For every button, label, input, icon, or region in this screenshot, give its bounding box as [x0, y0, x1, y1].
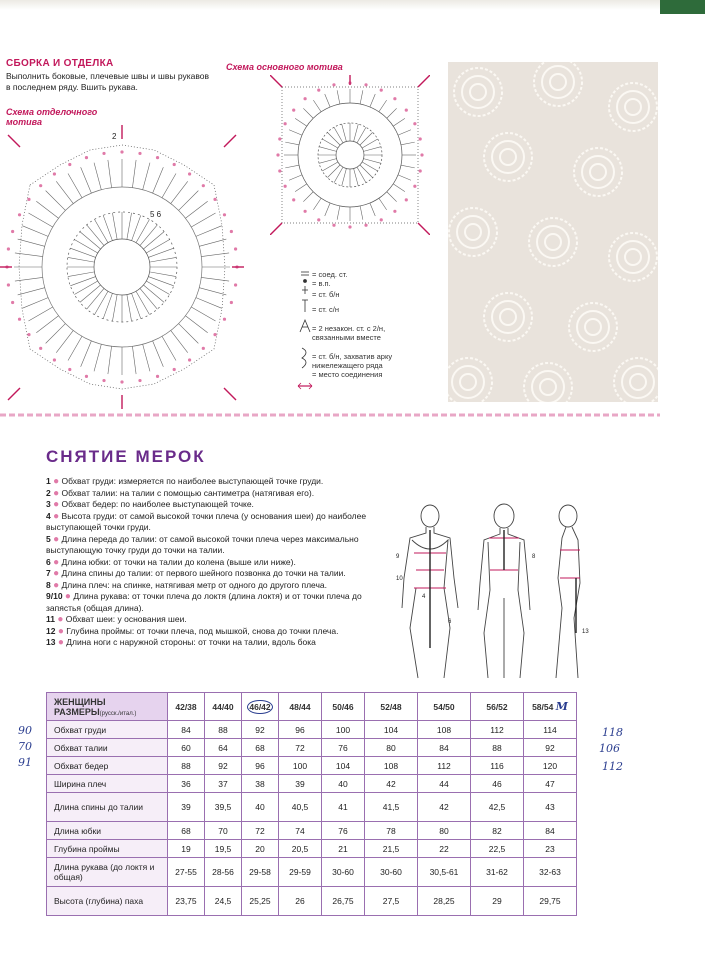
table-row	[47, 887, 577, 916]
finishing-motif-diagram	[0, 125, 245, 410]
figure-label: 6	[448, 619, 452, 625]
table-cell: 23,75	[168, 887, 205, 916]
table-cell: 22,5	[471, 840, 524, 858]
main-motif-diagram	[270, 75, 430, 235]
table-cell: 44	[418, 775, 471, 793]
table-cell: 72	[242, 822, 279, 840]
table-cell: 20	[242, 840, 279, 858]
table-row	[47, 739, 577, 757]
svg-text:2: 2	[112, 132, 117, 141]
table-cell: 114	[524, 721, 577, 739]
page-top-edge	[0, 0, 705, 10]
table-cell: 96	[279, 721, 322, 739]
table-cell: 29,75	[524, 887, 577, 916]
table-cell: 84	[168, 721, 205, 739]
legend-item: = 2 незакон. ст. с 2/н,	[312, 324, 386, 333]
table-cell: 27-55	[168, 858, 205, 887]
table-cell: 104	[322, 757, 365, 775]
table-row	[47, 858, 577, 887]
table-cell: 72	[279, 739, 322, 757]
row-label: Обхват бедер	[47, 757, 168, 775]
table-cell: 26	[279, 887, 322, 916]
row-label: Высота (глубина) паха	[47, 887, 168, 916]
table-cell: 46	[471, 775, 524, 793]
table-cell: 42	[418, 793, 471, 822]
table-cell: 19,5	[205, 840, 242, 858]
row-label: Длина юбки	[47, 822, 168, 840]
table-cell: 29	[471, 887, 524, 916]
table-cell: 108	[418, 721, 471, 739]
measurements-title: СНЯТИЕ МЕРОК	[46, 447, 206, 466]
row-label: Обхват талии	[47, 739, 168, 757]
list-item: 11 ● Обхват шеи: у основания шеи.	[46, 614, 187, 625]
legend-symbols	[296, 270, 314, 392]
table-cell: 84	[418, 739, 471, 757]
table-cell: 20,5	[279, 840, 322, 858]
table-cell: 28-56	[205, 858, 242, 887]
table-row	[47, 721, 577, 739]
table-header-row	[47, 693, 577, 721]
figure-label: 10	[396, 576, 403, 582]
table-cell: 80	[418, 822, 471, 840]
table-cell: 43	[524, 793, 577, 822]
handwritten-note-right: 118	[602, 726, 623, 739]
table-cell: 39,5	[205, 793, 242, 822]
lace-photo	[448, 62, 658, 402]
table-cell: 76	[322, 822, 365, 840]
table-cell: 68	[168, 822, 205, 840]
table-row	[47, 793, 577, 822]
size-column-header: 50/46	[322, 693, 365, 721]
lace-pattern-image	[448, 62, 658, 402]
table-cell: 26,75	[322, 887, 365, 916]
table-cell: 47	[524, 775, 577, 793]
table-row	[47, 840, 577, 858]
list-item: 7 ● Длина спины до талии: от первого шейного позвонка до точки на талии.	[46, 568, 346, 579]
stitch-legend	[292, 270, 442, 379]
legend-item: нижележащего ряда	[312, 361, 383, 370]
handwritten-note-right: 112	[602, 760, 623, 773]
assembly-title: СБОРКА И ОТДЕЛКА	[6, 58, 114, 69]
list-item: 8 ● Длина плеч: на спинке, натягивая метр от одного до другого плеча.	[46, 579, 328, 591]
figure-label: 8	[532, 554, 536, 560]
size-column-header: 54/50	[418, 693, 471, 721]
handwritten-note-left: 70	[18, 740, 32, 753]
legend-item: = в.п.	[312, 279, 331, 288]
main-motif-caption: Схема основного мотива	[226, 62, 343, 72]
table-cell: 36	[168, 775, 205, 793]
list-item: 9/10 ● Длина рукава: от точки плеча до локтя (длина локтя) и от точки плеча до запястья (общая длина).	[46, 591, 362, 613]
table-cell: 108	[365, 757, 418, 775]
handwritten-note-left: 91	[18, 756, 32, 769]
table-cell: 24,5	[205, 887, 242, 916]
legend-item: = ст. с/н	[312, 305, 339, 314]
figure-label: 13	[582, 629, 589, 635]
section-divider	[0, 412, 660, 418]
size-column-header: 52/48	[365, 693, 418, 721]
table-row	[47, 775, 577, 793]
table-cell: 30-60	[365, 858, 418, 887]
table-cell: 40	[322, 775, 365, 793]
svg-text:5 6: 5 6	[150, 210, 162, 219]
size-column-header: 56/52	[471, 693, 524, 721]
table-cell: 82	[471, 822, 524, 840]
page-corner-tab	[660, 0, 705, 14]
table-cell: 39	[279, 775, 322, 793]
size-column-header: 46/42	[242, 693, 279, 721]
table-cell: 112	[471, 721, 524, 739]
list-item: 2 ● Обхват талии: на талии с помощью сантиметра (натягивая его).	[46, 487, 315, 499]
table-cell: 88	[471, 739, 524, 757]
row-label: Ширина плеч	[47, 775, 168, 793]
size-column-header: 42/38	[168, 693, 205, 721]
table-cell: 41	[322, 793, 365, 822]
legend-item: связанными вместе	[312, 333, 381, 342]
table-cell: 100	[279, 757, 322, 775]
list-item: 6 ● Длина юбки: от точки на талии до колена (выше или ниже).	[46, 556, 296, 568]
size-column-header: 48/44	[279, 693, 322, 721]
table-cell: 37	[205, 775, 242, 793]
assembly-text: Выполнить боковые, плечевые швы и швы рукавов в последнем ряду. Вшить рукава.	[6, 71, 209, 92]
table-cell: 38	[242, 775, 279, 793]
table-cell: 74	[279, 822, 322, 840]
size-column-header: 58/54 М	[524, 693, 577, 721]
table-cell: 42,5	[471, 793, 524, 822]
table-cell: 120	[524, 757, 577, 775]
table-cell: 60	[168, 739, 205, 757]
table-cell: 92	[242, 721, 279, 739]
table-cell: 27,5	[365, 887, 418, 916]
table-cell: 88	[168, 757, 205, 775]
list-item: 1 ● Обхват груди: измеряется по наиболее выступающей точке груди.	[46, 476, 324, 487]
table-header-label: ЖЕНЩИНЫ РАЗМЕРЫ(русск./итал.)	[47, 693, 168, 721]
table-cell: 68	[242, 739, 279, 757]
table-cell: 78	[365, 822, 418, 840]
list-item: 13 ● Длина ноги с наружной стороны: от точки на талии, вдоль бока	[46, 637, 316, 648]
table-cell: 28,25	[418, 887, 471, 916]
table-cell: 30,5-61	[418, 858, 471, 887]
table-cell: 70	[205, 822, 242, 840]
table-cell: 84	[524, 822, 577, 840]
table-cell: 104	[365, 721, 418, 739]
table-row	[47, 822, 577, 840]
table-cell: 29-59	[279, 858, 322, 887]
measurements-list	[46, 476, 376, 649]
table-cell: 42	[365, 775, 418, 793]
table-cell: 22	[418, 840, 471, 858]
table-cell: 21,5	[365, 840, 418, 858]
table-cell: 64	[205, 739, 242, 757]
table-cell: 76	[322, 739, 365, 757]
table-cell: 25,25	[242, 887, 279, 916]
figure-label: 4	[422, 594, 426, 600]
table-cell: 80	[365, 739, 418, 757]
legend-item: = ст. б/н, захватив арку	[312, 352, 393, 361]
legend-item: = ст. б/н	[312, 290, 340, 299]
table-cell: 88	[205, 721, 242, 739]
list-item: 4 ● Высота груди: от самой высокой точки плеча (у основания шеи) до наиболее выступающей точки груди.	[46, 510, 367, 532]
list-item: 3 ● Обхват бедер: по наиболее выступающей точке.	[46, 499, 254, 510]
table-cell: 31-62	[471, 858, 524, 887]
row-label: Глубина проймы	[47, 840, 168, 858]
table-cell: 96	[242, 757, 279, 775]
table-cell: 100	[322, 721, 365, 739]
sizes-table	[46, 692, 577, 916]
row-label: Обхват груди	[47, 721, 168, 739]
legend-item: = соед. ст.	[312, 270, 348, 279]
table-cell: 40	[242, 793, 279, 822]
size-column-header: 44/40	[205, 693, 242, 721]
table-cell: 41,5	[365, 793, 418, 822]
table-cell: 116	[471, 757, 524, 775]
table-cell: 39	[168, 793, 205, 822]
table-cell: 112	[418, 757, 471, 775]
table-row	[47, 757, 577, 775]
row-label: Длина рукава (до локтя и общая)	[47, 858, 168, 887]
table-cell: 30-60	[322, 858, 365, 887]
row-label: Длина спины до талии	[47, 793, 168, 822]
body-figures-illustration	[392, 498, 602, 683]
legend-item: = место соединения	[312, 370, 383, 379]
handwritten-note-left: 90	[18, 724, 32, 737]
table-cell: 32-63	[524, 858, 577, 887]
table-cell: 23	[524, 840, 577, 858]
finishing-motif-caption: Схема отделочного мотива	[6, 107, 98, 127]
table-cell: 92	[205, 757, 242, 775]
figure-label: 9	[396, 554, 400, 560]
table-cell: 21	[322, 840, 365, 858]
table-cell: 29-58	[242, 858, 279, 887]
table-cell: 19	[168, 840, 205, 858]
table-cell: 40,5	[279, 793, 322, 822]
list-item: 5 ● Длина переда до талии: от самой высокой точки плеча через максимально выступающую точку груди до точки на талии.	[46, 533, 359, 555]
handwritten-note-right: 106	[599, 742, 620, 755]
list-item: 12 ● Глубина проймы: от точки плеча, под мышкой, снова до точки плеча.	[46, 625, 339, 637]
table-cell: 92	[524, 739, 577, 757]
